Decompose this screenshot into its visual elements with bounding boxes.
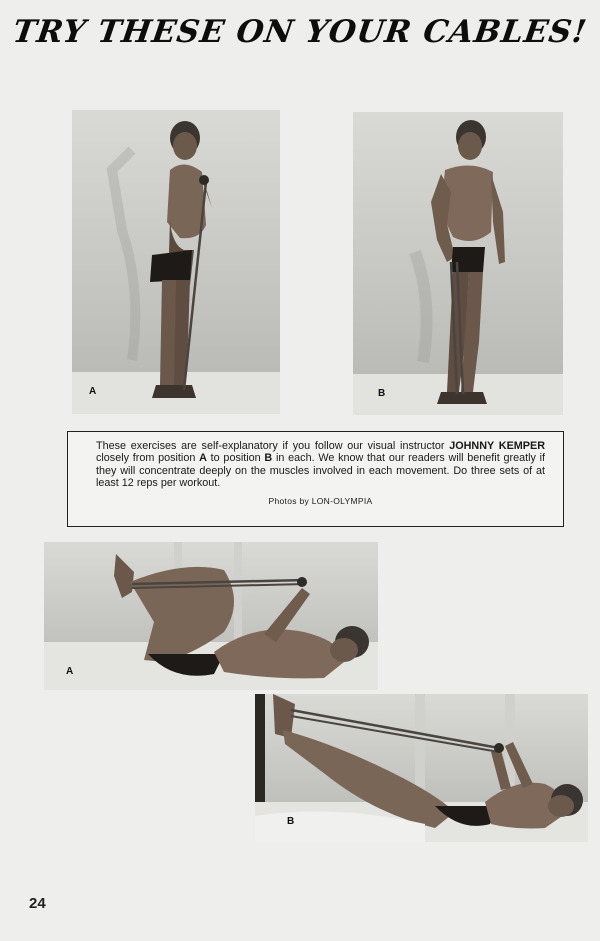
- lying-figure-a-illustration: [44, 542, 378, 690]
- caption-segment: to position: [210, 452, 261, 465]
- instructor-name: JOHNNY KEMPER: [449, 440, 546, 452]
- caption-segment: closely from position: [96, 452, 196, 465]
- caption-intro: These exercises are self-explanatory if you follow our visual instructor: [96, 440, 445, 452]
- photo-standing-curl-a: [72, 110, 280, 414]
- page-number: 24: [29, 895, 46, 912]
- position-label: B: [378, 388, 386, 399]
- photo-lying-curl-a: [44, 542, 378, 690]
- photo-credit: Photos by LON-OLYMPIA: [268, 495, 373, 506]
- page-title: TRY THESE ON YOUR CABLES!: [10, 14, 590, 50]
- position-a-ref: A: [199, 452, 207, 465]
- caption-box: [67, 431, 564, 527]
- position-label: A: [89, 386, 97, 397]
- caption-text: [96, 440, 545, 490]
- position-b-ref: B: [264, 452, 273, 465]
- photo-standing-curl-b: [353, 112, 563, 415]
- lying-figure-b-illustration: [255, 694, 588, 842]
- standing-figure-b-illustration: [353, 112, 563, 415]
- position-label: B: [287, 816, 295, 827]
- caption-body: in each. We know that our readers will benefit greatly if they will concentrate deeply on the muscles involved in each movement. Do three sets of at least 12 reps per workout.: [96, 452, 546, 490]
- photo-lying-curl-b: [255, 694, 588, 842]
- standing-figure-a-illustration: [72, 110, 280, 414]
- position-label: A: [66, 666, 74, 677]
